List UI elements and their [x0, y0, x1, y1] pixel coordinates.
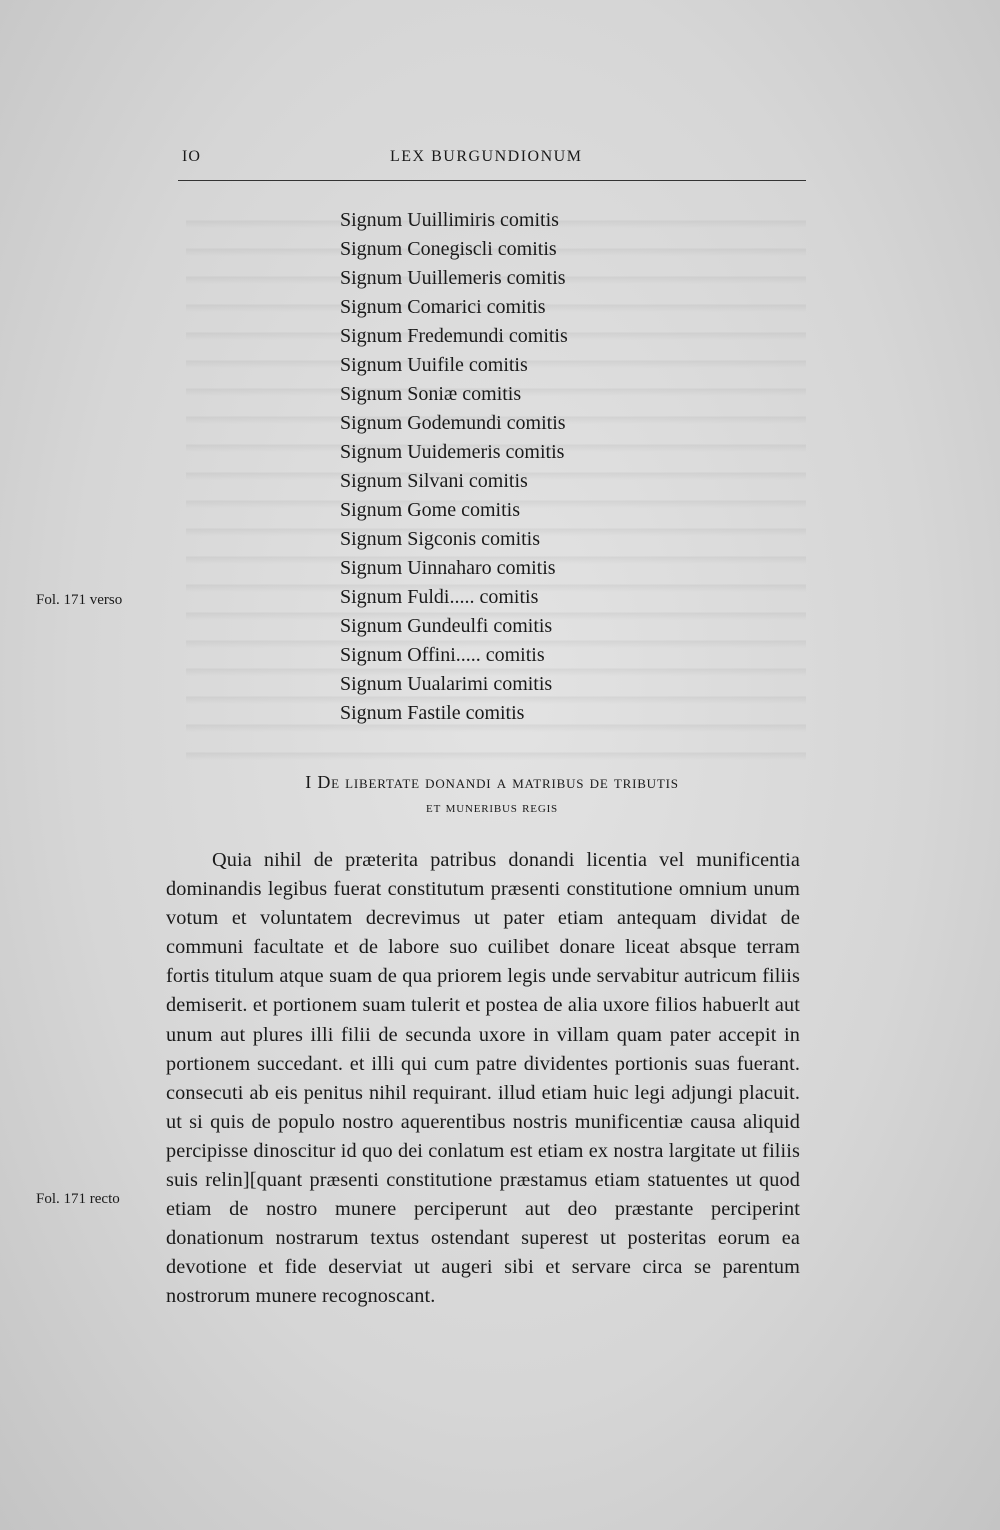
body-paragraph: Quia nihil de præterita patribus donandi licentia vel munificentia dominandis legibus fuerat constitutum præsenti constitutione omnium unum votum et voluntatem decrevimus ut pater etiam antequam dividat de communi facultate et de labore suo cuilibet donare liceat absque terram fortis titulum atque suam de qua priorem legis unde servabitur autricum filiis demiserit. et portionem suam tulerit et postea de alia uxore filios habuerlt aut unum aut plures illi filii de secunda uxore in villam quam pater accepit in portionem succedant. et illi qui cum patre dividentes portionis suas fuerant. consecuti ab eis penitus nihil requirant. illud etiam huic legi adjungi placuit. ut si quis de populo nostro aquerentibus nostris munificentiæ causa aliquid percipisse dinoscitur id quo dei conlatum est etiam ex nostra largitate ut filiis suis relin][quant præsenti constitutione præstamus etiam statuentes ut quod etiam de nostro munere perciperunt aut deo præstante perciperint donationum nostrarum textus ostendant superest ut posteritas eorum ea devotione et fide deserviat ut augeri sibi et servare circa se parentum nostrorum munere recognoscant.: [166, 849, 800, 1308]
page-number: IO: [182, 148, 201, 165]
signature-line: Signum Offini..... comitis: [340, 644, 545, 666]
signature-line: Signum Conegiscli comitis: [340, 238, 557, 260]
signature-line: Signum Uinnaharo comitis: [340, 557, 556, 579]
margin-note-fol-171-recto: Fol. 171 recto: [36, 1191, 120, 1207]
signature-line: Signum Soniæ comitis: [340, 383, 522, 405]
signature-line: Signum Uuifile comitis: [340, 354, 528, 376]
signature-line: Signum Gome comitis: [340, 499, 520, 521]
section-heading-line-1: I De libertate donandi a matribus de tributis: [305, 772, 679, 792]
signature-line: Signum Uuidemeris comitis: [340, 441, 565, 463]
section-heading-line-2: et muneribus regis: [426, 800, 558, 816]
signature-line: Signum Fastile comitis: [340, 702, 525, 724]
signature-line: Signum Uuillimiris comitis: [340, 209, 559, 231]
signature-line: Signum Uuillemeris comitis: [340, 267, 566, 289]
signature-line: Signum Fredemundi comitis: [340, 325, 568, 347]
signature-line: Signum Uualarimi comitis: [340, 673, 553, 695]
signature-line: Signum Sigconis comitis: [340, 528, 541, 550]
signature-line: Signum Comarici comitis: [340, 296, 546, 318]
signature-line: Signum Silvani comitis: [340, 470, 528, 492]
signature-line: Signum Fuldi..... comitis: [340, 586, 539, 608]
running-title: LEX BURGUNDIONUM: [390, 148, 583, 165]
signature-list: [340, 206, 670, 728]
header-rule: [178, 180, 806, 181]
page-header: [178, 146, 806, 186]
signature-line: Signum Godemundi comitis: [340, 412, 566, 434]
signature-line: Signum Gundeulfi comitis: [340, 615, 553, 637]
margin-note-fol-171-verso: Fol. 171 verso: [36, 592, 123, 608]
section-heading: [178, 768, 806, 820]
